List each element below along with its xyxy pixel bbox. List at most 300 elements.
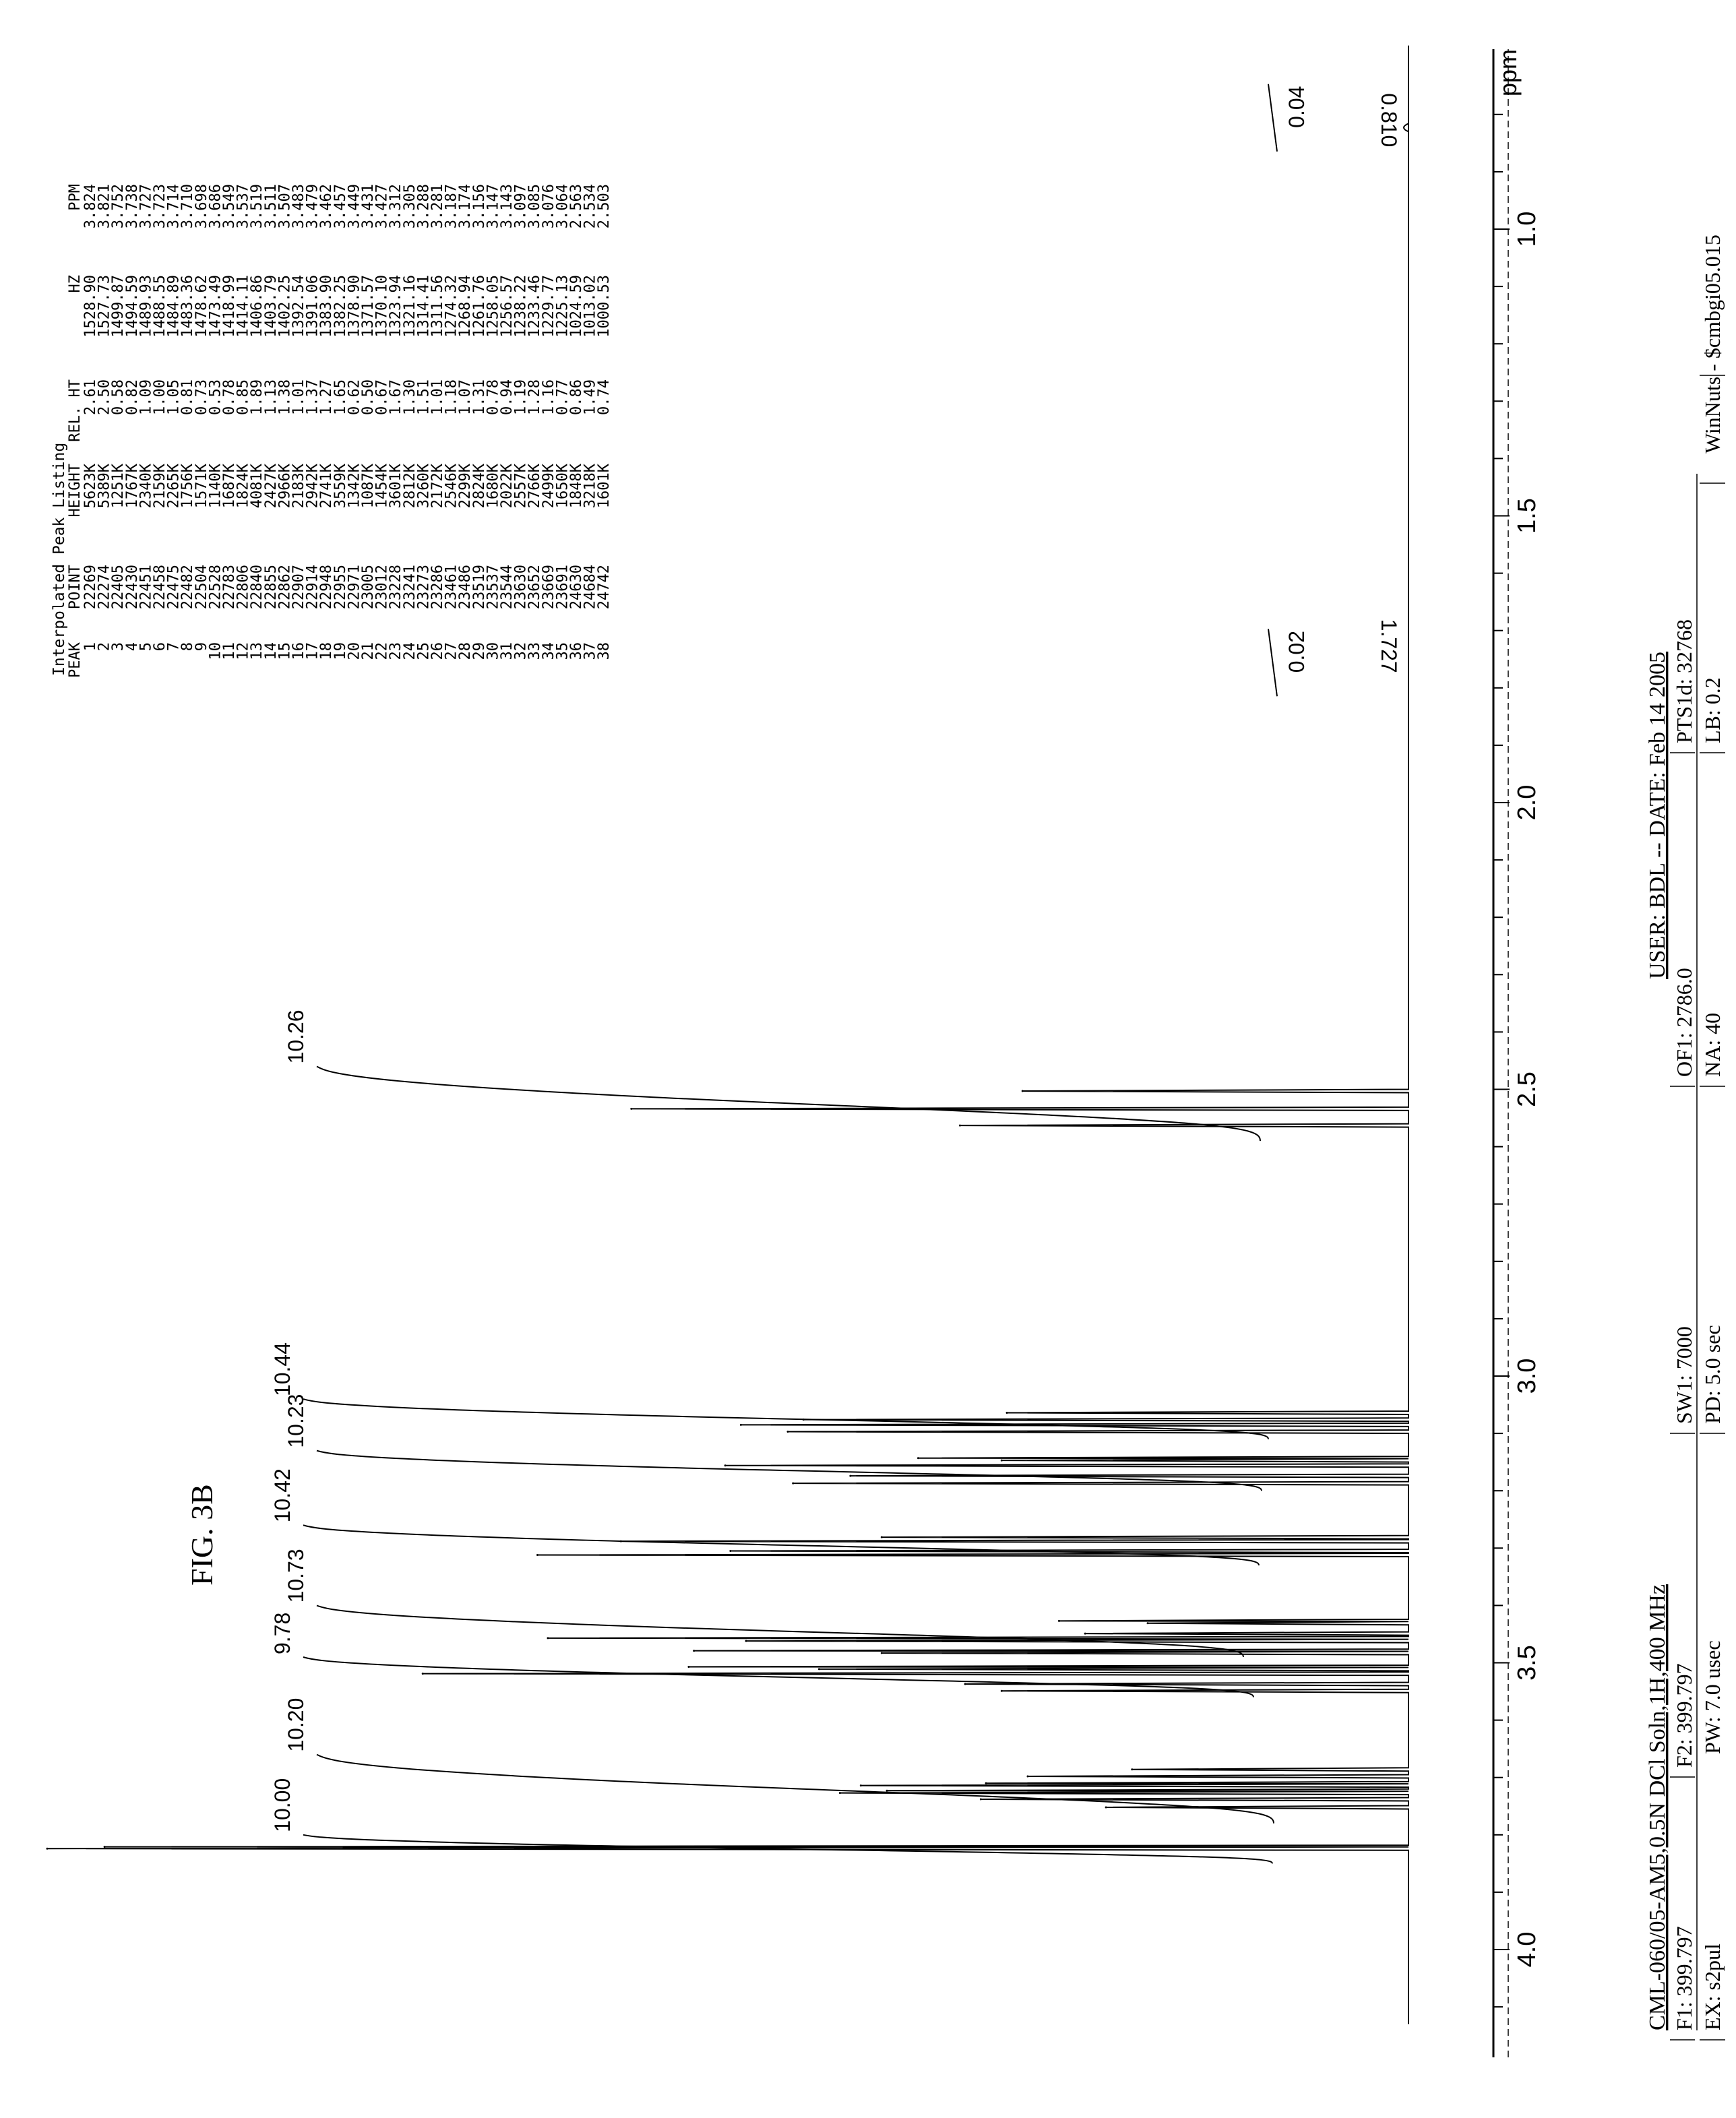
table-cell: 1499.87 <box>110 275 127 338</box>
table-cell: 1488.55 <box>152 275 168 338</box>
table-cell: 13 <box>249 642 266 660</box>
table-cell: 26 <box>429 642 446 660</box>
table-cell: 1.31 <box>470 379 488 415</box>
table-cell: 21 <box>360 642 377 660</box>
table-cell: 22862 <box>276 565 294 610</box>
table-cell: 1.09 <box>137 379 155 415</box>
table-cell: 2.61 <box>82 379 99 415</box>
table-cell: 3260K <box>415 464 433 509</box>
table-cell: 3.698 <box>193 184 210 229</box>
table-cell: 1489.93 <box>137 275 155 338</box>
table-cell: 0.86 <box>568 379 585 415</box>
table-cell: 22907 <box>290 565 307 610</box>
acquisition-param: SW1: 7000 <box>1672 1326 1696 1424</box>
table-cell: 24 <box>401 642 418 660</box>
table-cell: 1680K <box>485 464 502 509</box>
table-cell: 1.00 <box>152 379 168 415</box>
table-cell: 1378.90 <box>346 275 363 338</box>
table-cell: 1650K <box>554 464 571 509</box>
table-cell: 3.824 <box>82 184 99 229</box>
table-cell: 2265K <box>165 464 183 509</box>
table-cell: 9 <box>193 642 210 652</box>
table-cell: 12 <box>235 642 252 660</box>
table-cell: 1528.90 <box>82 275 99 338</box>
peak-point <box>886 1790 888 1792</box>
table-cell: 1601K <box>596 464 613 509</box>
table-cell: 1.37 <box>304 379 321 415</box>
table-cell: 3.143 <box>499 184 516 229</box>
table-cell: 23005 <box>360 565 377 610</box>
table-cell: 2172K <box>429 464 446 509</box>
table-cell: 3.710 <box>179 184 197 229</box>
integral-curve <box>317 1066 1260 1141</box>
table-cell: 1321.16 <box>401 275 418 338</box>
peak-point <box>881 1652 883 1654</box>
peak-point <box>959 1125 961 1127</box>
table-cell: 1.16 <box>540 379 557 415</box>
table-cell: 3 <box>110 642 127 652</box>
table-cell: 2824K <box>470 464 488 509</box>
table-cell: 0.82 <box>123 379 141 415</box>
table-cell: 1342K <box>346 464 363 509</box>
table-cell: 22504 <box>193 565 210 610</box>
peak-point <box>630 1108 632 1110</box>
peak-point <box>687 1666 689 1668</box>
peak-point <box>547 1637 549 1639</box>
table-cell: 1.05 <box>165 379 183 415</box>
x-tick-label: 3.0 <box>1513 1358 1541 1394</box>
table-cell: 3.549 <box>221 184 238 229</box>
table-cell: 1233.46 <box>526 275 544 338</box>
table-cell: 3.431 <box>360 184 377 229</box>
table-cell: 3.187 <box>443 184 460 229</box>
table-cell: 0.77 <box>554 379 571 415</box>
x-tick-label: 2.5 <box>1513 1071 1541 1107</box>
figure-label: FIG. 3B <box>185 1484 219 1586</box>
table-cell: 1.38 <box>276 379 294 415</box>
table-cell: 32 <box>512 642 530 660</box>
table-cell: 1268.94 <box>457 275 474 338</box>
x-tick-label: 1.0 <box>1513 211 1541 247</box>
table-cell: 2159K <box>152 464 168 509</box>
peak-point <box>839 1792 841 1794</box>
table-cell: 1.89 <box>249 379 266 415</box>
table-cell: 1824K <box>235 464 252 509</box>
table-cell: 2741K <box>318 464 336 509</box>
table-cell: 1258.05 <box>485 275 502 338</box>
table-cell: 4 <box>123 642 141 652</box>
table-cell: 1454K <box>373 464 391 509</box>
table-cell: 1314.41 <box>415 275 433 338</box>
table-cell: 10 <box>207 642 224 660</box>
table-cell: 1391.06 <box>304 275 321 338</box>
table-cell: 2499K <box>540 464 557 509</box>
integral-label: 10.23 <box>284 1394 308 1448</box>
table-cell: 1383.90 <box>318 275 336 338</box>
table-cell: 5389K <box>96 464 113 509</box>
peak-point <box>980 1799 982 1801</box>
integral-label: 10.26 <box>284 1009 308 1064</box>
table-cell: 22955 <box>332 565 349 610</box>
table-cell: 2340K <box>137 464 155 509</box>
table-cell: 19 <box>332 642 349 660</box>
peak-point <box>1006 1412 1008 1414</box>
table-cell: 1402.25 <box>276 275 294 338</box>
peak-position-label: 0.810 <box>1377 93 1401 148</box>
peak-point <box>849 1475 851 1477</box>
table-cell: 0.78 <box>221 379 238 415</box>
table-cell: 11 <box>221 642 238 660</box>
small-integral-line <box>1268 629 1277 696</box>
table-cell: 1274.32 <box>443 275 460 338</box>
table-cell: 1484.89 <box>165 275 183 338</box>
table-cell: 8 <box>179 642 197 652</box>
acquisition-param: F2: 399.797 <box>1672 1663 1696 1768</box>
peak-point <box>1131 1768 1133 1770</box>
table-cell: 3.537 <box>235 184 252 229</box>
table-cell: 1371.57 <box>360 275 377 338</box>
table-cell: 28 <box>457 642 474 660</box>
peak-point <box>46 1848 49 1850</box>
table-cell: 23537 <box>485 565 502 610</box>
table-cell: 1756K <box>179 464 197 509</box>
peak-point <box>1084 1633 1086 1635</box>
table-cell: 22528 <box>207 565 224 610</box>
table-cell: 1370.10 <box>373 275 391 338</box>
table-cell: 29 <box>470 642 488 660</box>
table-header: POINT <box>67 565 84 610</box>
table-cell: 23 <box>388 642 405 660</box>
table-cell: 22475 <box>165 565 183 610</box>
peak-point <box>740 1424 742 1426</box>
table-cell: 0.94 <box>499 379 516 415</box>
table-cell: 3.727 <box>137 184 155 229</box>
peak-position-label: 1.727 <box>1377 619 1401 673</box>
peak-point <box>422 1673 424 1675</box>
table-cell: 5 <box>137 642 155 652</box>
table-cell: 1024.59 <box>568 275 585 338</box>
table-cell: 22458 <box>152 565 168 610</box>
table-cell: 0.85 <box>235 379 252 415</box>
table-cell: 22482 <box>179 565 197 610</box>
table-header: HEIGHT <box>67 464 84 518</box>
table-cell: 22405 <box>110 565 127 610</box>
peak-point <box>860 1784 862 1786</box>
peak-point <box>985 1782 987 1784</box>
table-cell: 3601K <box>388 464 405 509</box>
acquisition-param: PW: 7.0 usec <box>1700 1640 1725 1754</box>
table-cell: 0.74 <box>596 379 613 415</box>
table-cell: 1494.59 <box>123 275 141 338</box>
table-cell: 3.462 <box>318 184 336 229</box>
table-cell: 1256.57 <box>499 275 516 338</box>
table-cell: 1406.86 <box>249 275 266 338</box>
peak-point <box>1001 1460 1003 1462</box>
table-cell: 23228 <box>388 565 405 610</box>
peak-point <box>787 1431 789 1433</box>
table-cell: 1.07 <box>457 379 474 415</box>
table-cell: 1261.76 <box>470 275 488 338</box>
table-cell: 1.19 <box>512 379 530 415</box>
table-cell: 23273 <box>415 565 433 610</box>
table-cell: 34 <box>540 642 557 660</box>
table-cell: 23461 <box>443 565 460 610</box>
table-cell: 24742 <box>596 565 613 610</box>
table-header: PPM <box>67 184 84 211</box>
table-cell: 1483.36 <box>179 275 197 338</box>
table-cell: 35 <box>554 642 571 660</box>
table-cell: 1.13 <box>262 379 280 415</box>
table-cell: 0.62 <box>346 379 363 415</box>
table-cell: 1.27 <box>318 379 336 415</box>
table-cell: 1140K <box>207 464 224 509</box>
x-tick-label: 1.5 <box>1513 498 1541 534</box>
table-cell: 1767K <box>123 464 141 509</box>
table-cell: 14 <box>262 642 280 660</box>
table-cell: 20 <box>346 642 363 660</box>
table-cell: 5623K <box>82 464 99 509</box>
table-cell: 2.503 <box>596 184 613 229</box>
table-cell: 0.67 <box>373 379 391 415</box>
table-cell: 22971 <box>346 565 363 610</box>
spectrum-plot-area <box>46 46 1542 2057</box>
acquisition-param: PD: 5.0 sec <box>1700 1325 1725 1424</box>
table-cell: 1.01 <box>290 379 307 415</box>
table-cell: 2427K <box>262 464 280 509</box>
table-cell: 22806 <box>235 565 252 610</box>
table-cell: 23544 <box>499 565 516 610</box>
table-cell: 22840 <box>249 565 266 610</box>
table-cell: 1.51 <box>415 379 433 415</box>
small-integral-label: 0.04 <box>1284 86 1309 128</box>
table-cell: 1 <box>82 642 99 652</box>
table-cell: 3.085 <box>526 184 544 229</box>
table-cell: 24630 <box>568 565 585 610</box>
table-cell: 1323.94 <box>388 275 405 338</box>
table-cell: 1848K <box>568 464 585 509</box>
table-cell: 1238.22 <box>512 275 530 338</box>
table-cell: 27 <box>443 642 460 660</box>
table-cell: 17 <box>304 642 321 660</box>
table-cell: 23630 <box>512 565 530 610</box>
table-cell: 3.305 <box>401 184 418 229</box>
acquisition-param: OF1: 2786.0 <box>1672 968 1696 1077</box>
table-cell: 2183K <box>290 464 307 509</box>
table-cell: 22914 <box>304 565 321 610</box>
integral-label: 10.42 <box>270 1468 294 1523</box>
small-integral-label: 0.02 <box>1284 630 1309 673</box>
integral-label: 10.20 <box>284 1697 308 1752</box>
table-cell: 7 <box>165 642 183 652</box>
table-cell: 3.449 <box>346 184 363 229</box>
user-date-label: USER: BDL -- DATE: Feb 14 2005 <box>1645 651 1670 979</box>
table-cell: 2546K <box>443 464 460 509</box>
table-cell: 3.288 <box>415 184 433 229</box>
table-cell: 3.312 <box>388 184 405 229</box>
table-cell: 23486 <box>457 565 474 610</box>
peak-point <box>693 1650 695 1652</box>
table-cell: 2942K <box>304 464 321 509</box>
table-cell: 2557K <box>512 464 530 509</box>
x-tick-label: 2.0 <box>1513 784 1541 821</box>
table-cell: 23286 <box>429 565 446 610</box>
baseline-bump <box>1404 123 1408 131</box>
table-cell: 3.174 <box>457 184 474 229</box>
peak-point <box>104 1846 106 1848</box>
table-cell: 22948 <box>318 565 336 610</box>
table-cell: 1414.11 <box>235 275 252 338</box>
table-cell: 3.752 <box>110 184 127 229</box>
table-cell: 1478.62 <box>193 275 210 338</box>
table-cell: 1571K <box>193 464 210 509</box>
table-cell: 3.483 <box>290 184 307 229</box>
table-cell: 6 <box>152 642 168 652</box>
table-cell: 3.147 <box>485 184 502 229</box>
table-cell: 1.18 <box>443 379 460 415</box>
integral-curve <box>303 1525 1259 1565</box>
table-cell: 3559K <box>332 464 349 509</box>
table-cell: 3.156 <box>470 184 488 229</box>
table-cell: 0.53 <box>207 379 224 415</box>
table-cell: 1392.54 <box>290 275 307 338</box>
table-cell: 1473.49 <box>207 275 224 338</box>
table-cell: 2.563 <box>568 184 585 229</box>
table-header: PEAK <box>67 642 84 678</box>
table-cell: 1311.56 <box>429 275 446 338</box>
table-cell: 0.50 <box>360 379 377 415</box>
table-cell: 3.076 <box>540 184 557 229</box>
acquisition-param: EX: s2pul <box>1700 1943 1725 2030</box>
integral-label: 10.44 <box>270 1342 294 1397</box>
table-cell: 0.73 <box>193 379 210 415</box>
peak-point <box>745 1640 747 1642</box>
table-cell: 3.519 <box>249 184 266 229</box>
table-cell: 23241 <box>401 565 418 610</box>
table-cell: 1.30 <box>401 379 418 415</box>
small-integral-line <box>1268 84 1277 152</box>
peak-point <box>729 1550 731 1552</box>
peak-point <box>964 1683 966 1685</box>
table-cell: 38 <box>596 642 613 660</box>
table-cell: 1013.02 <box>582 275 599 338</box>
table-cell: 1225.13 <box>554 275 571 338</box>
table-cell: 22 <box>373 642 391 660</box>
table-cell: 1.01 <box>429 379 446 415</box>
table-cell: 23691 <box>554 565 571 610</box>
table-cell: 22783 <box>221 565 238 610</box>
peak-point <box>724 1464 726 1466</box>
table-cell: 1.65 <box>332 379 349 415</box>
table-header: HZ <box>67 275 84 293</box>
table-cell: 16 <box>290 642 307 660</box>
table-cell: 1403.79 <box>262 275 280 338</box>
table-cell: 23652 <box>526 565 544 610</box>
table-cell: 2 <box>96 642 113 652</box>
table-header: REL. HT <box>67 379 84 442</box>
table-cell: 2022K <box>499 464 516 509</box>
table-cell: 3.457 <box>332 184 349 229</box>
table-cell: 22274 <box>96 565 113 610</box>
spectrum-line <box>47 46 1408 2024</box>
table-cell: 2766K <box>526 464 544 509</box>
x-tick-label: 3.5 <box>1513 1645 1541 1681</box>
peak-point <box>792 1483 794 1485</box>
table-cell: 36 <box>568 642 585 660</box>
table-cell: 3.281 <box>429 184 446 229</box>
table-cell: 3.714 <box>165 184 183 229</box>
table-cell: 22430 <box>123 565 141 610</box>
table-cell: 1.28 <box>526 379 544 415</box>
integral-label: 10.00 <box>270 1778 294 1832</box>
experiment-title: CML-060/05-AM5,0.5N DCl Soln,1H,400 MHz <box>1645 1584 1670 2030</box>
table-cell: 0.78 <box>485 379 502 415</box>
table-cell: 30 <box>485 642 502 660</box>
table-cell: 3.479 <box>304 184 321 229</box>
table-cell: 3.821 <box>96 184 113 229</box>
table-cell: 22855 <box>262 565 280 610</box>
table-cell: 3.723 <box>152 184 168 229</box>
table-cell: 25 <box>415 642 433 660</box>
table-cell: 3218K <box>582 464 599 509</box>
peak-listing-title: Interpolated Peak Listing <box>51 442 68 676</box>
integral-label: 9.78 <box>270 1612 294 1654</box>
table-cell: 23669 <box>540 565 557 610</box>
table-cell: 3.511 <box>262 184 280 229</box>
peak-point <box>881 1536 883 1538</box>
table-cell: 22451 <box>137 565 155 610</box>
table-cell: 33 <box>526 642 544 660</box>
acquisition-param: F1: 399.797 <box>1672 1926 1696 2030</box>
table-cell: 23012 <box>373 565 391 610</box>
table-cell: 1527.73 <box>96 275 113 338</box>
table-cell: 1087K <box>360 464 377 509</box>
table-cell: 4081K <box>249 464 266 509</box>
table-cell: 0.58 <box>110 379 127 415</box>
table-cell: 3.097 <box>512 184 530 229</box>
acquisition-param: NA: 40 <box>1700 1012 1725 1077</box>
peak-point <box>917 1457 919 1459</box>
table-cell: 2812K <box>401 464 418 509</box>
table-cell: 2.50 <box>96 379 113 415</box>
x-tick-label: 4.0 <box>1513 1931 1541 1968</box>
table-cell: 22269 <box>82 565 99 610</box>
table-cell: 1.49 <box>582 379 599 415</box>
peak-point <box>818 1668 820 1670</box>
integral-label: 10.73 <box>284 1549 308 1603</box>
table-cell: 23519 <box>470 565 488 610</box>
table-cell: 24684 <box>582 565 599 610</box>
peak-point <box>1105 1806 1107 1808</box>
acquisition-param: LB: 0.2 <box>1700 677 1725 743</box>
table-cell: 1382.25 <box>332 275 349 338</box>
table-cell: 2966K <box>276 464 294 509</box>
peak-point <box>1001 1690 1003 1692</box>
table-cell: 3.507 <box>276 184 294 229</box>
peak-point <box>1058 1620 1060 1622</box>
table-cell: 1251K <box>110 464 127 509</box>
table-cell: 1687K <box>221 464 238 509</box>
table-cell: 1000.53 <box>596 275 613 338</box>
table-cell: 1229.77 <box>540 275 557 338</box>
table-cell: 2.534 <box>582 184 599 229</box>
peak-point <box>1027 1775 1029 1777</box>
table-cell: 15 <box>276 642 294 660</box>
peak-listing-table <box>51 184 613 678</box>
acquisition-param: WinNuts - $cmbgi05.015 <box>1700 235 1725 454</box>
table-cell: 2299K <box>457 464 474 509</box>
integral-curve <box>317 1755 1274 1824</box>
table-cell: 1418.99 <box>221 275 238 338</box>
